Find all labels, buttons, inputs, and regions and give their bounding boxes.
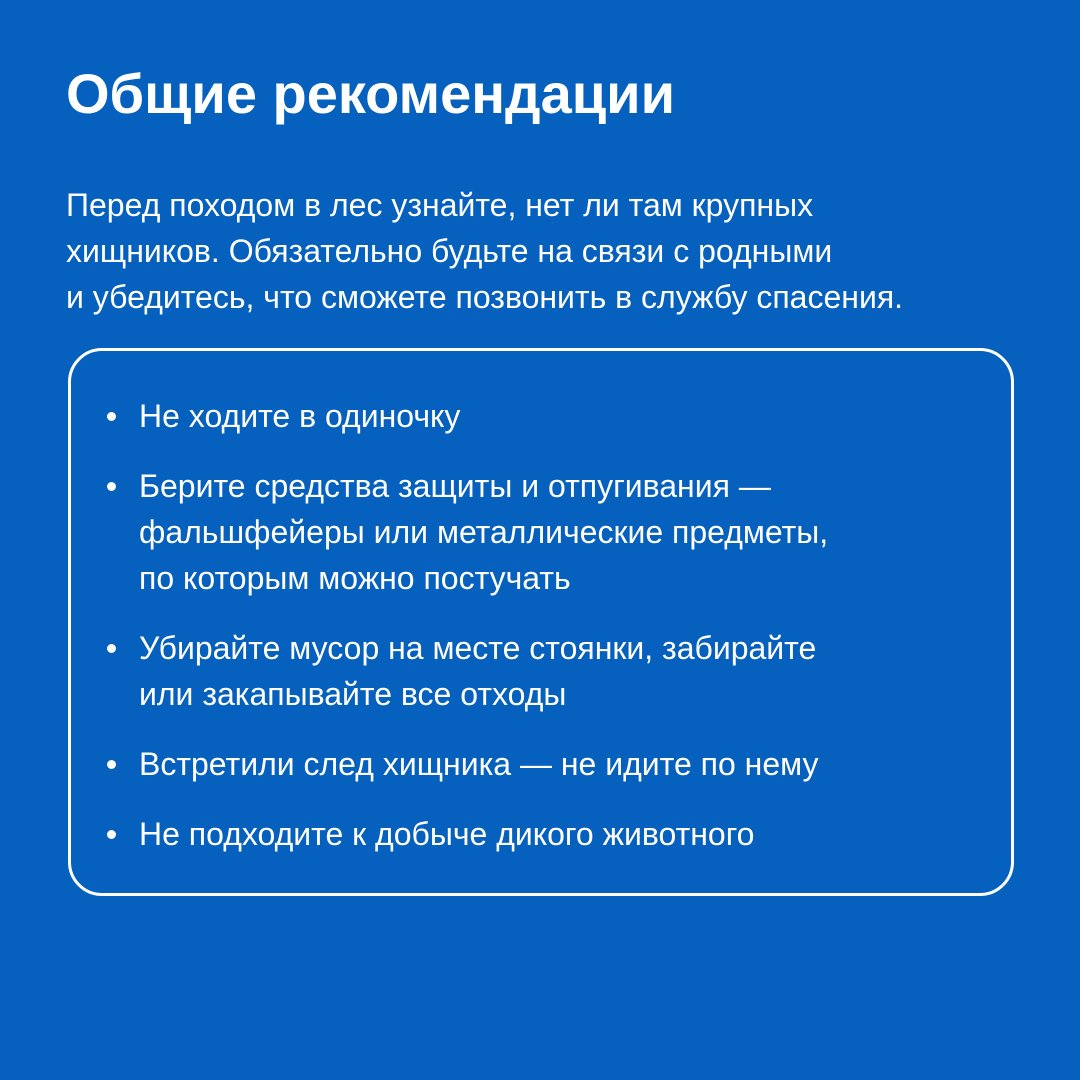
intro-line: и убедитесь, что сможете позвонить в службу спасения. xyxy=(66,279,904,315)
intro-paragraph xyxy=(66,182,1046,320)
bullet-icon xyxy=(107,644,116,653)
tip-text: Берите средства защиты и отпугивания — фальшфейеры или металлические предметы, по которым можно постучать xyxy=(139,468,829,596)
tip-item xyxy=(139,741,979,787)
tip-item xyxy=(139,625,979,717)
tip-text: Не ходите в одиночку xyxy=(139,398,461,434)
tips-card xyxy=(68,348,1014,896)
bullet-icon xyxy=(107,830,116,839)
tip-item xyxy=(139,393,979,439)
tip-item xyxy=(139,811,979,857)
tip-text: Встретили след хищника — не идите по нему xyxy=(139,746,819,782)
tip-text: Не подходите к добыче дикого животного xyxy=(139,816,755,852)
bullet-icon xyxy=(107,760,116,769)
tip-item xyxy=(139,463,979,601)
tips-list xyxy=(139,393,979,881)
intro-line: хищников. Обязательно будьте на связи с родными xyxy=(66,233,833,269)
intro-line: Перед походом в лес узнайте, нет ли там крупных xyxy=(66,187,814,223)
bullet-icon xyxy=(107,482,116,491)
bullet-icon xyxy=(107,412,116,421)
tip-text: Убирайте мусор на месте стоянки, забирайте или закапывайте все отходы xyxy=(139,630,817,712)
page-title: Общие рекомендации xyxy=(66,62,675,125)
